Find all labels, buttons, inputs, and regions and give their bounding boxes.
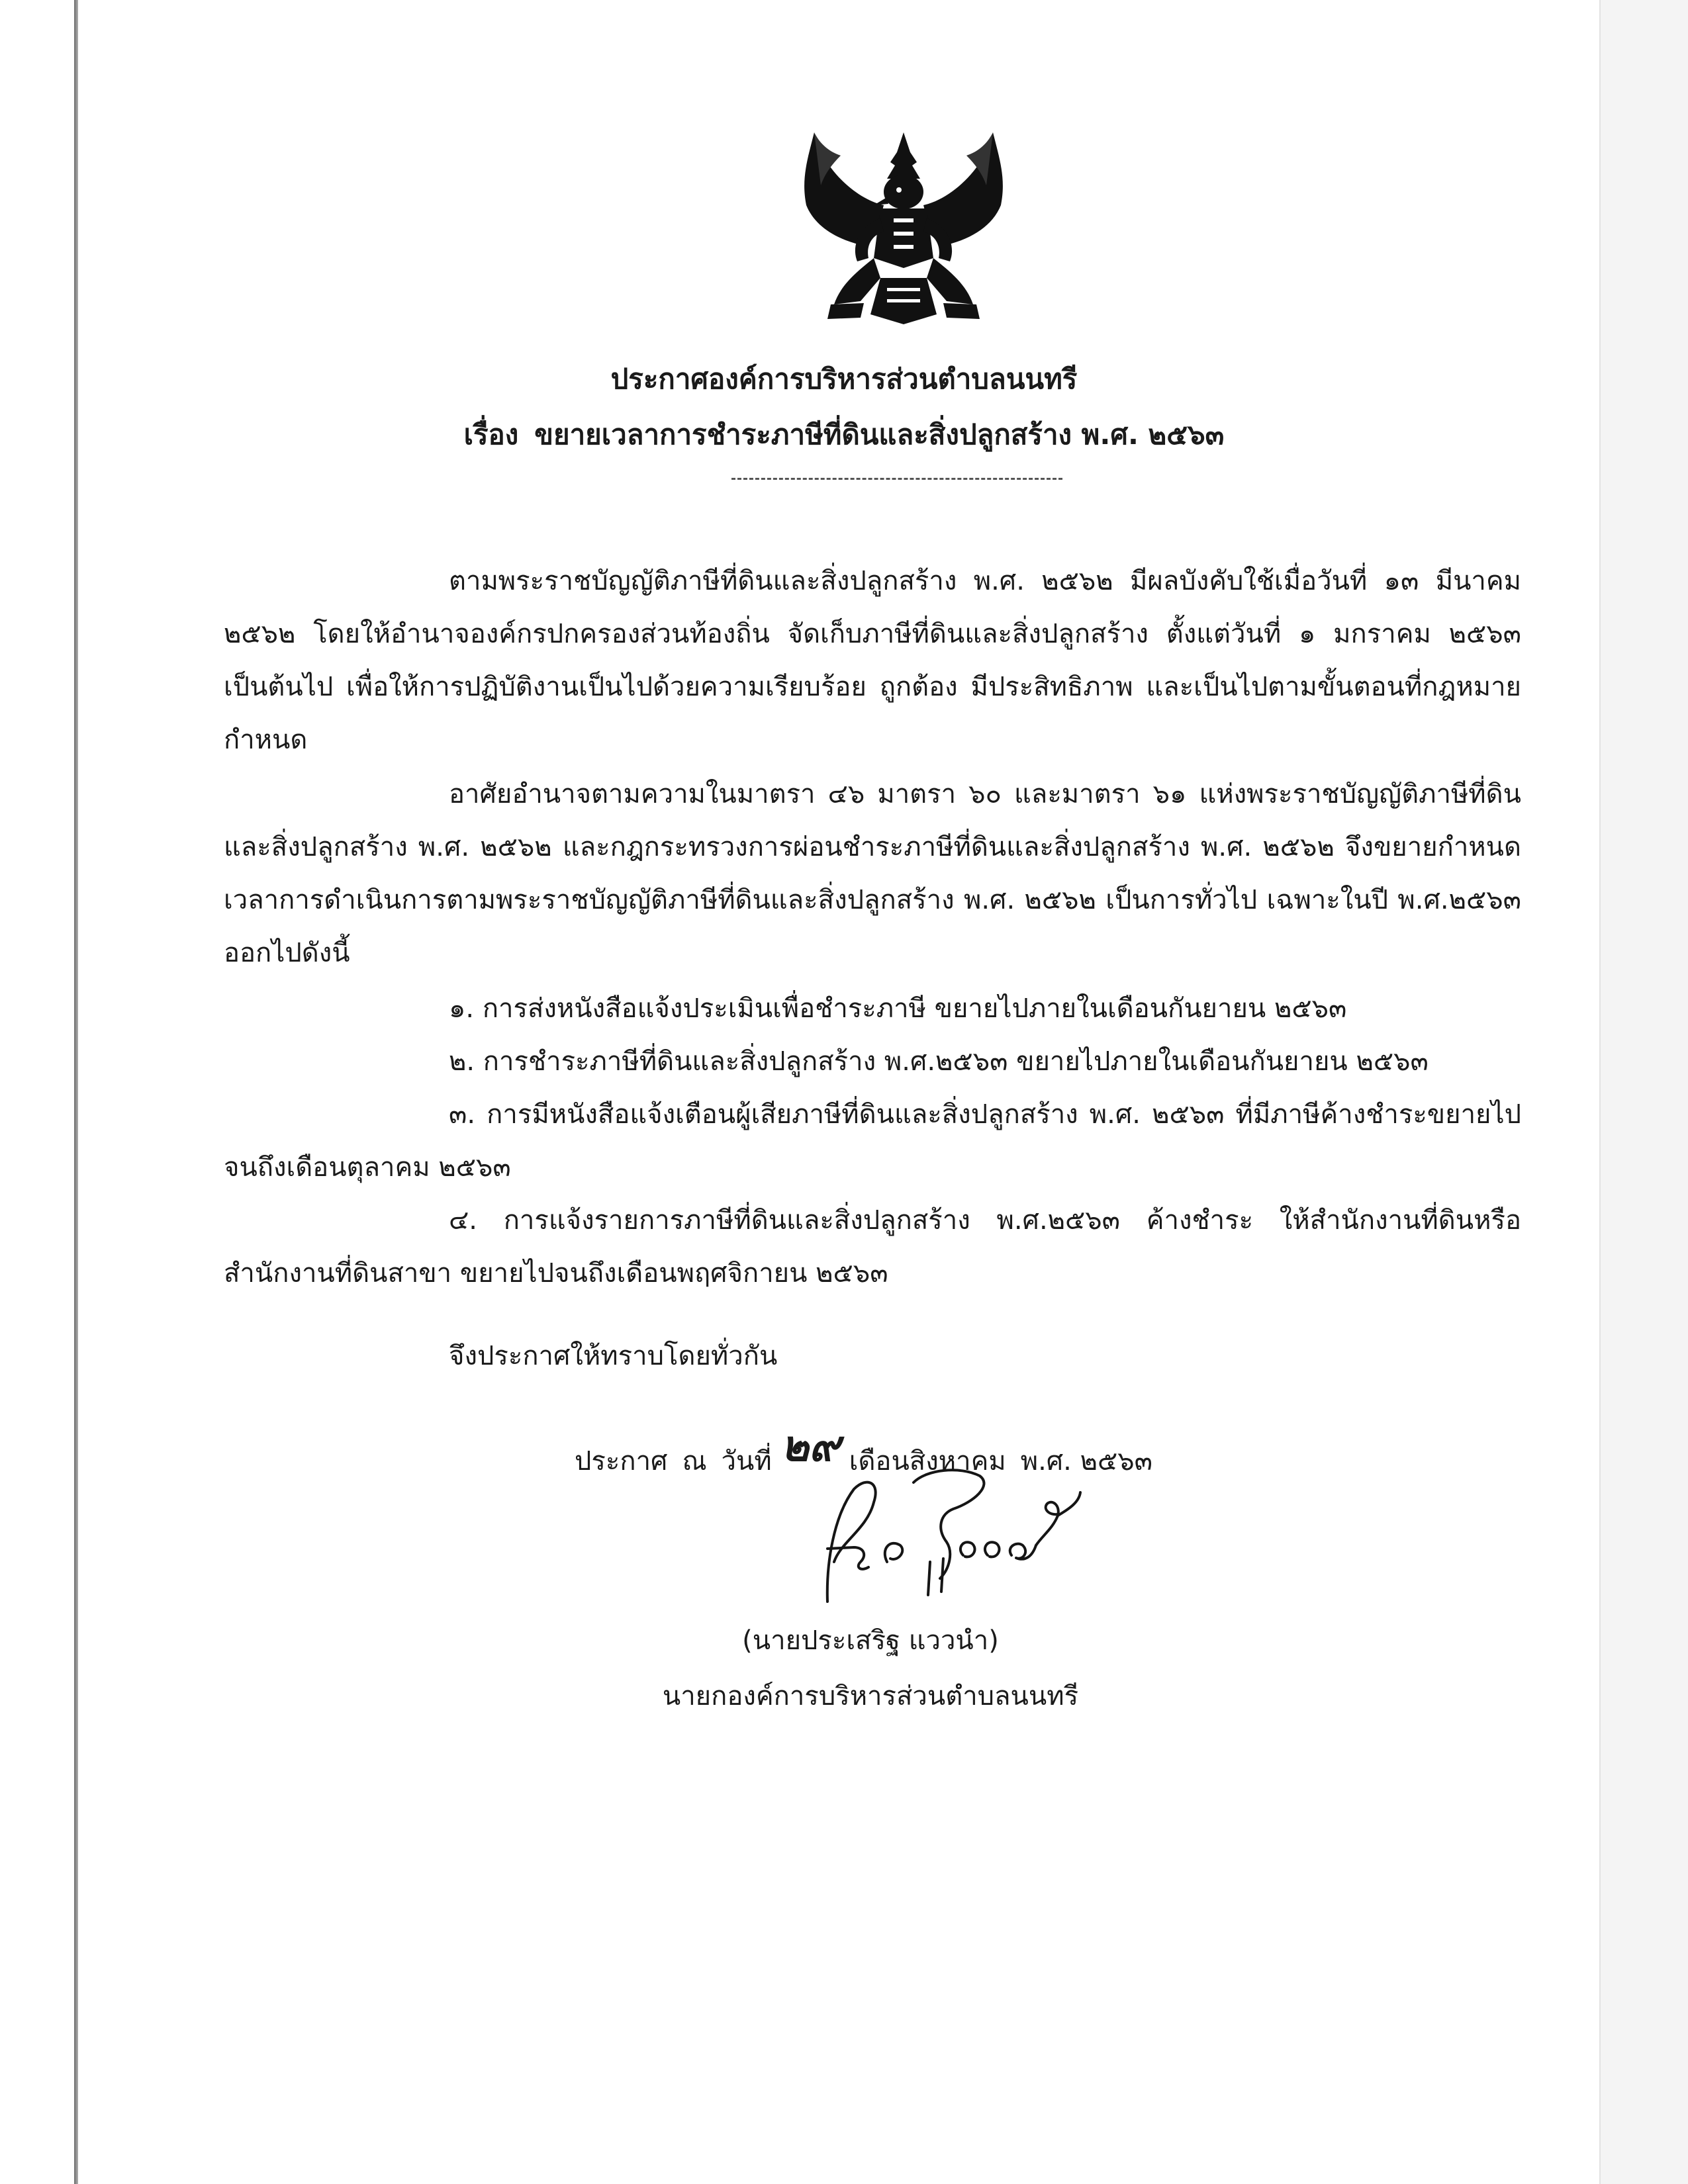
body-paragraph-2: อาศัยอำนาจตามความในมาตรา ๔๖ มาตรา ๖๐ และมาตรา ๖๑ แห่งพระราชบัญญัติภาษีที่ดินและสิ่งปลูกสร้าง พ.ศ. ๒๕๖๒ และกฎกระทรวงการผ่อนชำระภาษีที่ดินและสิ่งปลูกสร้าง พ.ศ. ๒๕๖๒ จึงขยายกำหนดเวลาการดำเนินการตามพระราชบัญญัติภาษีที่ดินและสิ่งปลูกสร้าง พ.ศ. ๒๕๖๒ เป็นการทั่วไป เฉพาะในปี พ.ศ.๒๕๖๓ ออกไปดังนี้: [224, 779, 1521, 968]
garuda-emblem-icon: [794, 126, 1013, 331]
subject-text: ขยายเวลาการชำระภาษีที่ดินและสิ่งปลูกสร้าง พ.ศ. ๒๕๖๓: [534, 418, 1225, 451]
closing-statement: จึงประกาศให้ทราบโดยทั่วกัน: [449, 1341, 778, 1371]
scan-edge-right: [1599, 0, 1688, 2184]
subject-lead: เรื่อง: [463, 418, 519, 451]
announcement-subject: [0, 413, 1688, 457]
list-item: ๓. การมีหนังสือแจ้งเตือนผู้เสียภาษีที่ดินและสิ่งปลูกสร้าง พ.ศ. ๒๕๖๓ ที่มีภาษีค้างชำระขยายไปจนถึงเดือนตุลาคม ๒๕๖๓: [224, 1099, 1521, 1183]
body-paragraph-1: ตามพระราชบัญญัติภาษีที่ดินและสิ่งปลูกสร้าง พ.ศ. ๒๕๖๒ มีผลบังคับใช้เมื่อวันที่ ๑๓ มีนาคม ๒๕๖๒ โดยให้อำนาจองค์กรปกครองส่วนท้องถิ่น จัดเก็บภาษีที่ดินและสิ่งปลูกสร้าง ตั้งแต่วันที่ ๑ มกราคม ๒๕๖๓ เป็นต้นไป เพื่อให้การปฏิบัติงานเป็นไปด้วยความเรียบร้อย ถูกต้อง มีประสิทธิภาพ และเป็นไปตามขั้นตอนที่กฎหมายกำหนด: [224, 566, 1521, 755]
signer-name: (นายประเสริฐ แววนำ): [742, 1625, 999, 1656]
list-item: ๔. การแจ้งรายการภาษีที่ดินและสิ่งปลูกสร้าง พ.ศ.๒๕๖๓ ค้างชำระ ให้สำนักงานที่ดินหรือสำนักงานที่ดินสาขา ขยายไปจนถึงเดือนพฤศจิกายน ๒๕๖๓: [224, 1205, 1521, 1289]
date-at: ณ: [682, 1446, 707, 1477]
date-day-label: วันที่: [721, 1446, 772, 1477]
handwritten-signature-icon: [814, 1463, 1092, 1615]
announcement-title: ประกาศองค์การบริหารส่วนตำบลนนทรี: [610, 363, 1078, 395]
date-day-handwritten: ๒๙: [780, 1422, 840, 1471]
date-prefix: ประกาศ: [575, 1446, 668, 1477]
date-year: พ.ศ. ๒๕๖๓: [1020, 1446, 1152, 1477]
date-month: เดือนสิงหาคม: [849, 1446, 1006, 1477]
list-item: ๒. การชำระภาษีที่ดินและสิ่งปลูกสร้าง พ.ศ.๒๕๖๓ ขยายไปภายในเดือนกันยายน ๒๕๖๓: [449, 1046, 1429, 1077]
list-item: ๑. การส่งหนังสือแจ้งประเมินเพื่อชำระภาษี ขยายไปภายในเดือนกันยายน ๒๕๖๓: [449, 993, 1347, 1024]
title-divider: [731, 478, 1062, 480]
signer-position: นายกองค์การบริหารส่วนตำบลนนทรี: [662, 1681, 1079, 1711]
